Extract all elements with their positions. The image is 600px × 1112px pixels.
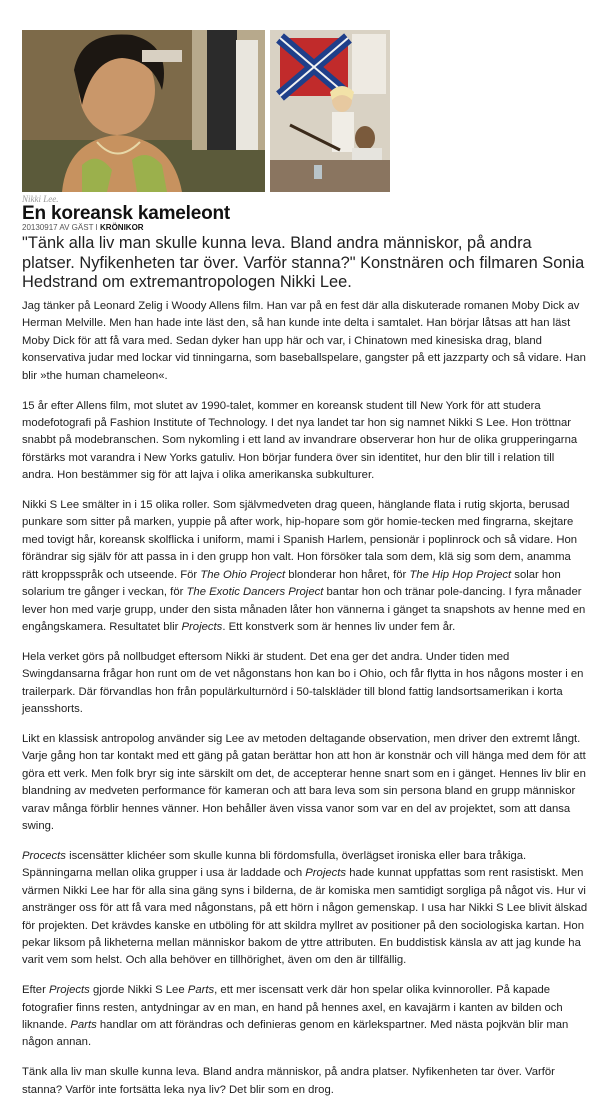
photo-row bbox=[22, 30, 390, 192]
project-title: Procects bbox=[22, 849, 66, 862]
body-paragraph: Nikki S Lee smälter in i 15 olika roller. Som självmedveten drag queen, hänglande flata i rutig skjorta, berusad punkare som sitter på marken, yuppie på after work, hip-hopare som gör homie-tecken med fingrarna, skejtare med tovigt hår, koreansk skolflicka i uniform, mami i Spanish Harlem, pensionär i poplinrock och så vidare. Hon förändrar sig själv för att passa in i den grupp hon valt. Hon försöker tala som dem, klä sig som dem, anamma rätt kroppsspråk och utseende. För The Ohio Project blonderar hon håret, för The Hip Hop Project solar hon solarium tre gånger i veckan, för The Exotic Dancers Project bantar hon och tränar pole-dancing. I fyra månader lever hon med varje grupp, under den sista månaden låter hon vännerna i gänget ta snapshots av henne med en engångskamera. Resultatet blir Projects. Ett konstverk som är hennes liv under fem år. bbox=[22, 499, 586, 633]
project-title: Parts bbox=[70, 1019, 97, 1032]
article-date: 20130917 bbox=[22, 223, 58, 232]
article-category-link[interactable]: KRÖNIKOR bbox=[100, 223, 144, 232]
nikki-lee-portrait-photo bbox=[22, 30, 265, 192]
article-body bbox=[22, 298, 588, 1112]
meta-separator: I bbox=[95, 223, 98, 232]
article-meta bbox=[22, 223, 144, 232]
trailer-park-photo-illustration bbox=[270, 30, 390, 192]
body-paragraph: 15 år efter Allens film, mot slutet av 1990-talet, kommer en koreansk student till New York för att studera modefotografi på Fashion Institute of Technology. I det nya landet tar hon sig namnet Nikki S Lee. Hon tröttnar snabbt på modebranschen. Som nykomling i ett land av invandrare observerar hon hur de olika grupperingarna förstärks mot varandra i New Yorks gatuliv. Hon börjar fundera över sin identitet, hur den blir till i relation till andra. Hon bestämmer sig för att lajva i olika amerikanska subkulturer. bbox=[22, 399, 578, 482]
article-title[interactable]: En koreansk kameleont bbox=[22, 203, 231, 224]
article-lead: "Tänk alla liv man skulle kunna leva. Bland andra människor, på andra platser. Nyfikenheten tar över. Varför stanna?" Konstnären och filmaren Sonia Hedstrand om extremantropologen Nikki Lee. bbox=[22, 234, 585, 291]
project-title: Projects bbox=[305, 867, 347, 880]
body-paragraph: Efter Projects gjorde Nikki S Lee Parts, ett mer iscensatt verk där hon spelar olika kvinnoroller. På kapade fotografier finns resten, antydningar av en man, en hand på hennes axel, en kavajärm i kanten av bilden och liknande. Parts handlar om att förändras och definieras genom en kärlekspartner. Med nästa pojkvän blir man någon annan. bbox=[22, 984, 569, 1049]
project-title: Projects bbox=[181, 620, 223, 633]
body-paragraph: Jag tänker på Leonard Zelig i Woody Allens film. Han var på en fest där alla diskuterade romanen Moby Dick av Herman Melville. Men han hade inte läst den, så han kunde inte delta i samtalet. Han börjar låtsas att han läst Moby Dick för att få vara med. Sedan dyker han upp här och var, i Chinatown med kinesiska drag, bland konservativa judar med lockar vid tinningarna, som baseballspelare, gangster på ett jazzparty och så vidare. Han blir »the human chameleon«. bbox=[22, 300, 586, 382]
body-paragraph: Hela verket görs på nollbudget eftersom Nikki är student. Det ena ger det andra. Under tiden med Swingdansarna frågar hon runt om de vet någonstans hon kan bo i Ohio, och får flytta in hos någons moster i en trailerpark. Där förvandlas hon från populärkulturnörd i 50-talskläder till blond fattig landsortsamerikan i korta jeansshorts. bbox=[22, 650, 584, 716]
project-title: The Exotic Dancers Project bbox=[186, 586, 324, 599]
body-paragraph: Procects iscensätter klichéer som skulle kunna bli fördomsfulla, överlägset ironiska eller bara tråkiga. Spänningarna mellan olika grupper i usa är laddade och Projects hade kunnat uppfattas som rent rasistiskt. Men värmen Nikki Lee har för alla sina gäng syns i bilderna, de är komiska men samtidigt sorgliga på något vis. Hur vi anstränger oss för att få vara med någonstans, på ett hörn i någon gemenskap. I usa har Nikki S Lee blivit älskad för projekten. Det krävdes kanske en utböling för att skildra myllret av positioner på den sociologiska kartan. Hon pekar liksom på likheterna mellan människor bakom de yttre attributen. En buddistisk känsla av att jag kunde ha varit vem som helst. Och alla behöver en tillhörighet, även om den är tillfällig. bbox=[22, 849, 588, 967]
article-author[interactable]: AV GÄST bbox=[59, 223, 94, 232]
trailer-park-photo bbox=[270, 30, 390, 192]
body-paragraph: Likt en klassisk antropolog använder sig Lee av metoden deltagande observation, men driver den extremt långt. Varje gång hon tar kontakt med ett gäng på gatan berättar hon att hon är konstnär och vill hänga med dem för att göra ett verk. Men folk bryr sig inte särskilt om det, de accepterar henne snart som en i gänget. Hennes liv blir en blandning av medveten performance för kameran och att bara leva som sin persona bland en grupp människor varav många förblir hennes vänner. Hon behåller även vissa vanor som var en del av projektet, som att dansa swing. bbox=[22, 732, 586, 832]
portrait-photo-illustration bbox=[22, 30, 265, 192]
project-title: The Hip Hop Project bbox=[409, 568, 512, 581]
project-title: The Ohio Project bbox=[200, 568, 286, 581]
photo-caption: Nikki Lee. bbox=[22, 194, 59, 204]
project-title: Projects bbox=[49, 984, 90, 997]
project-title: Parts bbox=[187, 984, 215, 997]
body-paragraph: Tänk alla liv man skulle kunna leva. Bland andra människor, på andra platser. Nyfikenheten tar över. Varför stanna? Varför inte fortsätta leka nya liv? Det blir som en drog. bbox=[22, 1066, 555, 1096]
